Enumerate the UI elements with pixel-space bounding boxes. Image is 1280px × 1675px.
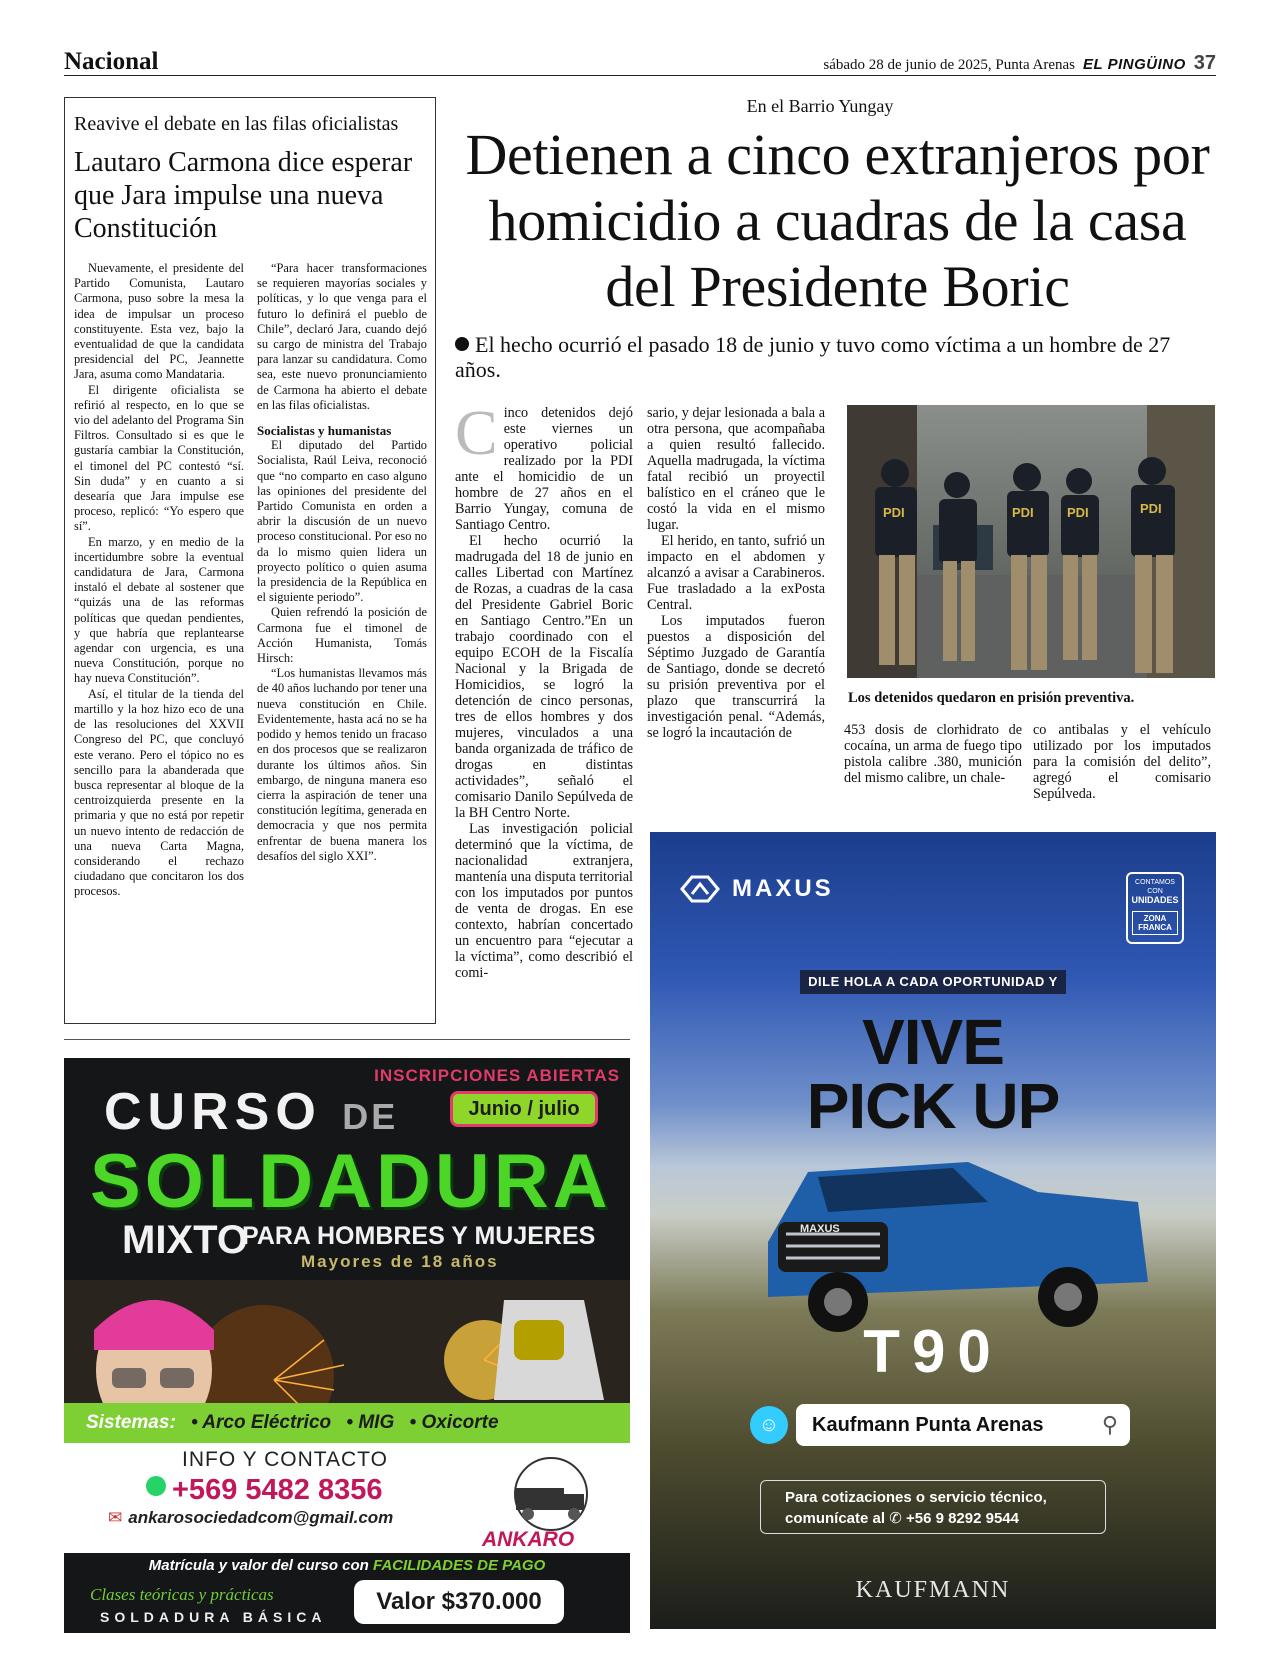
maxus-brand	[678, 874, 834, 904]
paragraph: El diputado del Partido Socialista, Raúl Leiva, reconoció que “no comparto en caso alguno las opiniones del presidente del Partido Comunista en orden a abrir la discusión de un nuevo proceso constitucional. Por eso no da lo mismo quien lidera un proyecto político o quien asuma la presidencia de la República en el siguiente periodo”.	[257, 438, 427, 605]
paragraph: “Para hacer transformaciones se requieren mayorías sociales y políticas, y lo que venga para el futuro lo definirá el pueblo de Chile”, declaró Jara, cuando dejó su cargo de ministra del Trabajo para lanzar su candidatura. Como sea, este nuevo pronunciamiento de Carmona ha abierto el debate en las filas oficialistas.	[257, 261, 427, 412]
main-headline: Detienen a cinco extranjeros por homicidio a cuadras de la casa del Presidente Boric	[465, 122, 1210, 319]
waze-icon[interactable]: ☺	[750, 1406, 788, 1444]
sidebar-kicker: Reavive el debate en las filas oficialistas	[74, 113, 399, 135]
sidebar-headline: Lautaro Carmona dice esperar que Jara impulse una nueva Constitución	[74, 147, 413, 244]
paragraph-text: inco detenidos dejó este viernes un operativo policial realizado por la PDI ante el homicidio de un hombre de 27 años en el Barrio Yungay, comuna de Santiago Centro.	[455, 405, 633, 533]
sidebar-column-1	[74, 261, 244, 900]
mail-icon: ✉	[108, 1508, 123, 1527]
vest-label: PDI	[1140, 501, 1162, 516]
ad-mixto: MIXTO	[122, 1218, 248, 1262]
paragraph: Quien refrendó la posición de Carmona fue el timonel de Acción Humanista, Tomás Hirsch:	[257, 605, 427, 666]
payment-note	[64, 1553, 630, 1579]
paragraph	[455, 397, 633, 533]
main-column-2	[647, 405, 825, 741]
vest-label: PDI	[883, 505, 905, 520]
search-icon: ⚲	[1101, 1412, 1118, 1437]
brand-text: MAXUS	[732, 875, 834, 902]
search-text: Kaufmann Punta Arenas	[812, 1414, 1044, 1436]
photo-caption: Los detenidos quedaron en prisión preventiva.	[848, 690, 1135, 706]
contact-line-1: Para cotizaciones o servicio técnico,	[785, 1489, 1047, 1506]
headline	[650, 1006, 1216, 1142]
page-number: 37	[1193, 52, 1216, 74]
news-photo	[847, 405, 1215, 678]
contact-box	[760, 1480, 1106, 1534]
system-item-text: Arco Eléctrico	[202, 1412, 332, 1433]
contact-phone[interactable]: +56 9 8292 9544	[905, 1510, 1019, 1527]
de-text: DE	[342, 1096, 399, 1137]
dateline: sábado 28 de junio de 2025, Punta Arenas	[823, 57, 1075, 73]
badge-zone: ZONA FRANCA	[1132, 911, 1178, 935]
ad-audience: PARA HOMBRES Y MUJERES	[242, 1222, 596, 1250]
model-name: T90	[863, 1318, 1003, 1385]
info-heading: INFO Y CONTACTO	[182, 1448, 388, 1471]
headline-line-1: VIVE	[862, 1006, 1004, 1078]
email-text: ankarosociedadcom@gmail.com	[128, 1508, 394, 1527]
paragraph: El dirigente oficialista se refirió al respecto, en lo que se vio del adelanto del Programa Sin Filtros. Consultado si es que le gustaría cambiar la Constitución, el timonel del PC contestó “sí. Sin duda” y en cuanto a si desearía que Jara impulse ese proceso, replicó: “Yo espero que sí”.	[74, 382, 244, 534]
police-officers-illustration	[847, 405, 1215, 678]
email-address[interactable]	[108, 1508, 393, 1528]
section-name: Nacional	[64, 48, 159, 75]
paragraph: El hecho ocurrió la madrugada del 18 de junio en calles Libertad con Martínez de Rozas, a cuadras de la casa del Presidente Gabriel Boric en Santiago Centro.”En un trabajo coordinado con el equipo ECOH de la Fiscalía Nacional y la Brigada de Homicidios, se logró la detención de cinco personas, tres de ellos hombres y dos mujeres, vinculados a una banda organizada de tráfico de drogas en distintas actividades”, señaló el comisario Danilo Sepúlveda de la BH Centro Norte.	[455, 533, 633, 821]
lead-text: El hecho ocurrió el pasado 18 de junio y tuvo como víctima a un hombre de 27 años.	[455, 332, 1171, 382]
main-column-4	[1033, 722, 1211, 802]
header-meta	[823, 52, 1216, 75]
headline-line-2: PICK UP	[806, 1070, 1060, 1142]
systems-label: Sistemas:	[86, 1412, 176, 1433]
system-item: • Arco Eléctrico	[191, 1412, 332, 1433]
pickup-truck-illustration	[738, 1132, 1158, 1342]
ad-soldadura: SOLDADURA	[90, 1139, 612, 1224]
whatsapp-icon	[146, 1476, 166, 1496]
drop-cap: C	[455, 397, 498, 468]
kaufmann-footer: KAUFMANN	[855, 1577, 1011, 1603]
badge-mid: UNIDADES	[1131, 895, 1179, 905]
contact-line-2	[785, 1508, 1105, 1529]
system-item-text: MIG	[358, 1412, 395, 1433]
bullet-icon	[455, 337, 469, 351]
curso-text: CURSO	[104, 1083, 322, 1141]
paragraph: 453 dosis de clorhidrato de cocaína, un arma de fuego tipo pistola calibre .380, munición del mismo calibre, un chale-	[844, 722, 1022, 786]
grille-brand: MAXUS	[800, 1223, 840, 1235]
page-header	[64, 48, 1216, 76]
maxus-ad[interactable]	[650, 832, 1216, 1629]
phone-icon: ✆	[889, 1510, 902, 1527]
divider	[64, 1039, 630, 1040]
main-column-3	[844, 722, 1022, 786]
main-lead	[455, 332, 1220, 382]
badge-top: CONTAMOS CON	[1135, 879, 1175, 895]
ankaro-brand: ANKARO	[482, 1528, 575, 1551]
paragraph: Nuevamente, el presidente del Partido Comunista, Lautaro Carmona, puso sobre la mesa la idea de impulsar un proceso constituyente. Esta vez, bajo la eventualidad de que la candidata presidencial del PC, Jeannette Jara, asuma como Mandataria.	[74, 261, 244, 382]
paragraph: En marzo, y en medio de la incertidumbre sobre la eventual candidatura de Jara, Carmona instaló el debate al sostener que “quizás una de las reformas políticas que quedan pendientes, y que habría que replantearse agendar con urgencia, es una nueva Constitución, porque no hay nueva Constitución”.	[74, 534, 244, 686]
paragraph: sario, y dejar lesionada a bala a otra persona, que acompañaba a quien resultó fallecido. Aquella madrugada, la víctima fatal recibió un proyectil balístico en el cráneo que le costó la vida en el mismo lugar.	[647, 405, 825, 533]
systems-bar	[64, 1403, 630, 1443]
paragraph: “Los humanistas llevamos más de 40 años luchando por tener una nueva constitución en Chile. Evidentemente, hasta acá no se ha podido y hemos tenido un fracaso en dos procesos que se realizaron durante los últimos años. Sin embargo, de ninguna manera eso cierra la aspiración de tener una constitución legítima, generada en democracia y que nos permita enfrentar de buena manera los desafíos del siglo XXI”.	[257, 666, 427, 863]
registration-open: INSCRIPCIONES ABIERTAS	[374, 1066, 620, 1085]
phone-text: +569 5482 8356	[172, 1474, 383, 1506]
basic-level: SOLDADURA BÁSICA	[100, 1609, 327, 1625]
paragraph: co antibalas y el vehículo utilizado por los imputados para la comisión del delito”, agregó el comisario Sepúlveda.	[1033, 722, 1211, 802]
main-kicker: En el Barrio Yungay	[746, 96, 894, 116]
tagline: DILE HOLA A CADA OPORTUNIDAD Y	[800, 970, 1066, 994]
subheading: Socialistas y humanistas	[257, 423, 392, 439]
payment-text: Matrícula y valor del curso con	[148, 1557, 369, 1574]
sidebar-article	[64, 97, 436, 1024]
contact-line-2-text: comunícate al	[785, 1510, 886, 1527]
zona-franca-badge	[1126, 872, 1184, 944]
phone-number[interactable]	[146, 1474, 382, 1507]
classes-text: Clases teóricas y prácticas	[90, 1585, 274, 1604]
location-search[interactable]	[796, 1404, 1130, 1446]
system-item: • Oxicorte	[409, 1412, 499, 1433]
date-badge: Junio / julio	[450, 1091, 598, 1127]
paragraph: Así, el titular de la tienda del martillo y la hoz hizo eco de una de las resoluciones del XXVII Congreso del PC, que concluyó este verano. Pero el tópico no es sencillo para la abanderada que busca representar al bloque de la centroizquierda presente en la primaria y que no está por repetir un nuevo intento de redacción de una nueva Carta Magna, considerando el rechazo ciudadano que concitaron los dos procesos.	[74, 686, 244, 899]
price-badge: Valor $370.000	[354, 1580, 564, 1624]
main-column-1	[455, 397, 633, 981]
ad-curso	[104, 1082, 398, 1142]
maxus-logo-icon	[678, 874, 722, 904]
payment-highlight: FACILIDADES DE PAGO	[373, 1557, 546, 1574]
ad-age: Mayores de 18 años	[301, 1252, 499, 1271]
paragraph: El herido, en tanto, sufrió un impacto en el abdomen y alcanzó a avisar a Carabineros. Fue trasladado a la exPosta Central.	[647, 533, 825, 613]
newspaper-logo: EL PINGÜINO	[1083, 56, 1186, 73]
paragraph: Los imputados fueron puestos a disposición del Séptimo Juzgado de Garantía de Santiago, donde se decretó su prisión preventiva por el plazo que transcurrirá la investigación penal. “Además, se logró la incautación de	[647, 613, 825, 741]
vest-label: PDI	[1067, 505, 1089, 520]
sidebar-column-2	[257, 261, 427, 864]
paragraph: Las investigación policial determinó que la víctima, de nacionalidad extranjera, mantenía una disputa territorial con los imputados por puntos de venta de drogas. En ese contexto, habrían concertado un encuentro para “ejecutar a la víctima”, como describió el comi-	[455, 821, 633, 981]
welding-course-ad[interactable]	[64, 1058, 630, 1633]
vest-label: PDI	[1012, 505, 1034, 520]
system-item: • MIG	[346, 1412, 395, 1433]
system-item-text: Oxicorte	[421, 1412, 499, 1433]
